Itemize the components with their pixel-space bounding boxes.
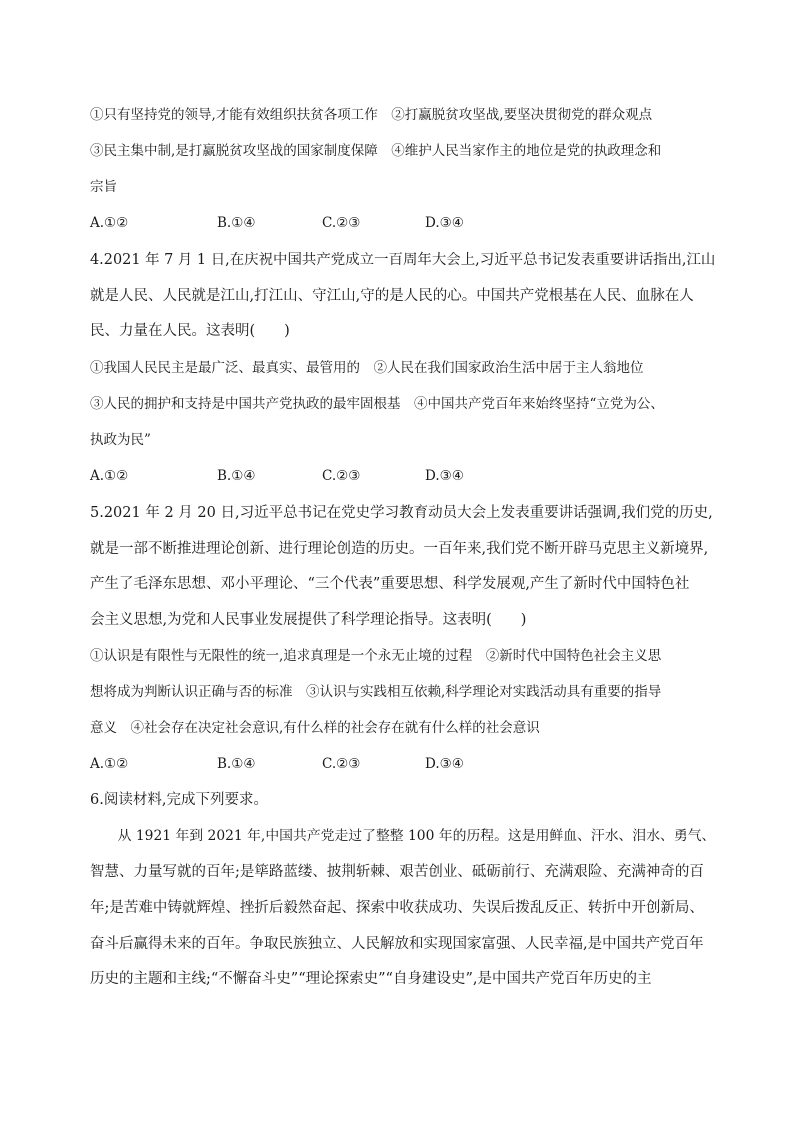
q6-material-line-4: 奋斗后赢得未来的百年。争取民族独立、人民解放和实现国家富强、人民幸福,是中国共产党百年 [90, 936, 704, 952]
q3-option-b[interactable]: B.①④ [217, 215, 256, 231]
q3-option-a[interactable]: A.①② [90, 215, 129, 231]
q5-option-d[interactable]: D.③④ [425, 756, 464, 772]
q5-option-c[interactable]: C.②③ [322, 756, 361, 772]
q5-option-b[interactable]: B.①④ [217, 756, 256, 772]
q4-option-b[interactable]: B.①④ [217, 468, 256, 484]
q4-stem-line-2: 就是人民、人民就是江山,打江山、守江山,守的是人民的心。中国共产党根基在人民、血脉在人 [90, 288, 694, 304]
q4-option-a[interactable]: A.①② [90, 468, 129, 484]
q4-option-d[interactable]: D.③④ [425, 468, 464, 484]
q4-option-c[interactable]: C.②③ [322, 468, 361, 484]
q6-material-line-3: 年;是苦难中铸就辉煌、挫折后毅然奋起、探索中收获成功、失误后拨乱反正、转折中开创新局、 [90, 900, 704, 916]
q3-statements-line-3: 宗旨 [90, 179, 117, 195]
q6-material-line-5: 历史的主题和主线;“不懈奋斗史”“理论探索史”“自身建设史”,是中国共产党百年历史的主 [90, 971, 652, 987]
q5-stem-line-1: 5.2021 年 2 月 20 日,习近平总书记在党史学习教育动员大会上发表重要讲话强调,我们党的历史, [90, 505, 713, 521]
q5-statements-line-2: 想将成为判断认识正确与否的标准 ③认识与实践相互依赖,科学理论对实践活动具有重要的指导 [90, 684, 662, 700]
q5-option-a[interactable]: A.①② [90, 756, 129, 772]
q5-statements-line-3: 意义 ④社会存在决定社会意识,有什么样的社会存在就有什么样的社会意识 [90, 720, 540, 736]
q3-statements-line-2: ③民主集中制,是打赢脱贫攻坚战的国家制度保障 ④维护人民当家作主的地位是党的执政理念和 [90, 143, 662, 159]
q4-stem-line-3: 民、力量在人民。这表明( ) [90, 323, 290, 339]
q4-statements-line-1: ①我国人民民主是最广泛、最真实、最管用的 ②人民在我们国家政治生活中居于主人翁地位 [90, 360, 644, 376]
q4-stem-line-1: 4.2021 年 7 月 1 日,在庆祝中国共产党成立一百周年大会上,习近平总书记发表重要讲话指出,江山 [90, 252, 716, 268]
q5-stem-line-2: 就是一部不断推进理论创新、进行理论创造的历史。一百年来,我们党不断开辟马克思主义新境界, [90, 541, 709, 557]
q6-material-line-2: 智慧、力量写就的百年;是筚路蓝缕、披荆斩棘、艰苦创业、砥砺前行、充满艰险、充满神奇的百 [90, 864, 704, 880]
q4-statements-line-2: ③人民的拥护和支持是中国共产党执政的最牢固根基 ④中国共产党百年来始终坚持“立党为公、 [90, 396, 664, 412]
q6-material-line-1: 从 1921 年到 2021 年,中国共产党走过了整整 100 年的历程。这是用鲜血、汗水、泪水、勇气、 [90, 828, 716, 844]
q3-option-d[interactable]: D.③④ [425, 215, 464, 231]
q4-statements-line-3: 执政为民” [90, 432, 151, 448]
q5-stem-line-3: 产生了毛泽东思想、邓小平理论、“三个代表”重要思想、科学发展观,产生了新时代中国特色社 [90, 576, 690, 592]
q3-statements-line-1: ①只有坚持党的领导,才能有效组织扶贫各项工作 ②打赢脱贫攻坚战,要坚决贯彻党的群众观点 [90, 107, 653, 123]
q3-option-c[interactable]: C.②③ [322, 215, 361, 231]
q6-stem: 6.阅读材料,完成下列要求。 [90, 792, 268, 808]
q5-statements-line-1: ①认识是有限性与无限性的统一,追求真理是一个永无止境的过程 ②新时代中国特色社会主义思 [90, 648, 662, 664]
q5-stem-line-4: 会主义思想,为党和人民事业发展提供了科学理论指导。这表明( ) [90, 612, 527, 628]
